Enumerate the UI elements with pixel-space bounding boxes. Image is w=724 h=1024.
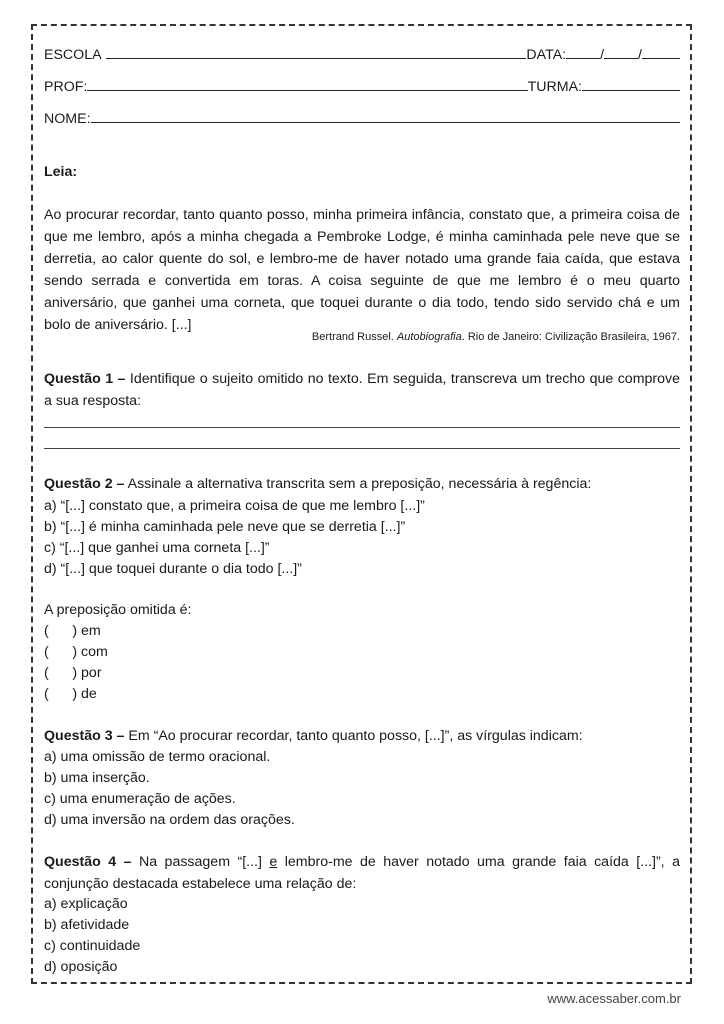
question-3 bbox=[44, 727, 680, 745]
turma-field[interactable] bbox=[582, 76, 680, 91]
nome-field[interactable] bbox=[91, 108, 680, 123]
date-separator: / bbox=[600, 47, 605, 63]
name-row bbox=[44, 108, 680, 128]
date-month-field[interactable] bbox=[604, 44, 638, 59]
checkbox-option[interactable]: ( ) com bbox=[44, 644, 108, 660]
school-row bbox=[44, 44, 680, 64]
nome-label: NOME: bbox=[44, 111, 91, 127]
data-label: DATA: bbox=[526, 47, 567, 63]
question-1-label: Questão 1 – bbox=[44, 371, 126, 387]
citation-author: Bertrand Russel. bbox=[311, 331, 394, 343]
reading-citation bbox=[312, 330, 680, 344]
reading-title: Leia: bbox=[44, 164, 78, 180]
checkbox-option[interactable]: ( ) em bbox=[44, 623, 101, 639]
citation-work: Autobiografia bbox=[396, 331, 462, 343]
question-4-text: Na passagem “[...] bbox=[138, 854, 262, 870]
option[interactable]: b) “[...] é minha caminhada pele neve que se derretia [...]” bbox=[44, 519, 406, 535]
question-2-text: Assinale a alternativa transcrita sem a preposição, necessária à regência: bbox=[127, 476, 592, 492]
option[interactable]: d) “[...] que toquei durante o dia todo [...]” bbox=[44, 561, 302, 577]
highlighted-conjunction: e bbox=[269, 854, 278, 870]
option[interactable]: a) explicação bbox=[44, 896, 128, 912]
checkbox-option[interactable]: ( ) por bbox=[44, 665, 102, 681]
escola-field[interactable] bbox=[106, 44, 527, 59]
option[interactable]: c) continuidade bbox=[44, 938, 141, 954]
reading-text: Ao procurar recordar, tanto quanto posso, minha primeira infância, constato que, a primeira coisa de que me lembro, após a minha chegada a Pembroke Lodge, é minha caminhada pele neve que se derretia, ao calor quente do sol, e lembro-me de haver notado uma grande faia caída, que estava sendo serrada e convertida em toras. A coisa seguinte de que me lembro é o meu quarto aniversário, que ganhei uma corneta, que toquei durante o dia todo, tendo sido servido chá e um bolo de aniversário. [...] bbox=[44, 207, 680, 333]
question-4-text: lembro-me de haver notado uma grande faia caída [...]”, a conjunção destacada estabelece uma relação de: bbox=[44, 854, 680, 892]
question-2-label: Questão 2 – bbox=[44, 476, 125, 492]
prof-row bbox=[44, 76, 680, 96]
question-4 bbox=[44, 851, 680, 895]
question-2-subprompt: A preposição omitida é: bbox=[44, 602, 192, 618]
date-day-field[interactable] bbox=[566, 44, 600, 59]
question-1 bbox=[44, 368, 680, 412]
option[interactable]: a) “[...] constato que, a primeira coisa de que me lembro [...]” bbox=[44, 498, 425, 514]
question-3-text: Em “Ao procurar recordar, tanto quanto posso, [...]”, as vírgulas indicam: bbox=[128, 728, 583, 744]
prof-field[interactable] bbox=[87, 76, 527, 91]
date-separator: / bbox=[638, 47, 642, 63]
prof-label: PROF: bbox=[44, 79, 88, 95]
citation-rest: . Rio de Janeiro: Civilização Brasileira, 1967. bbox=[461, 331, 680, 343]
escola-label: ESCOLA bbox=[44, 47, 102, 63]
checkbox-option[interactable]: ( ) de bbox=[44, 686, 97, 702]
option[interactable]: c) “[...] que ganhei uma corneta [...]” bbox=[44, 540, 270, 556]
question-3-label: Questão 3 – bbox=[44, 728, 125, 744]
turma-label: TURMA: bbox=[527, 79, 582, 95]
question-2 bbox=[44, 475, 680, 493]
option[interactable]: d) uma inversão na ordem das orações. bbox=[44, 812, 295, 828]
option[interactable]: c) uma enumeração de ações. bbox=[44, 791, 236, 807]
question-4-label: Questão 4 – bbox=[44, 854, 132, 870]
footer-site: www.acessaber.com.br bbox=[547, 991, 681, 1006]
question-1-text: Identifique o sujeito omitido no texto. Em seguida, transcreva um trecho que comprove a sua resposta: bbox=[44, 371, 681, 409]
option[interactable]: a) uma omissão de termo oracional. bbox=[44, 749, 271, 765]
option[interactable]: b) uma inserção. bbox=[44, 770, 150, 786]
answer-line[interactable] bbox=[44, 427, 680, 428]
option[interactable]: d) oposição bbox=[44, 959, 118, 975]
option[interactable]: b) afetividade bbox=[44, 917, 130, 933]
answer-line[interactable] bbox=[44, 448, 680, 449]
date-year-field[interactable] bbox=[642, 44, 680, 59]
